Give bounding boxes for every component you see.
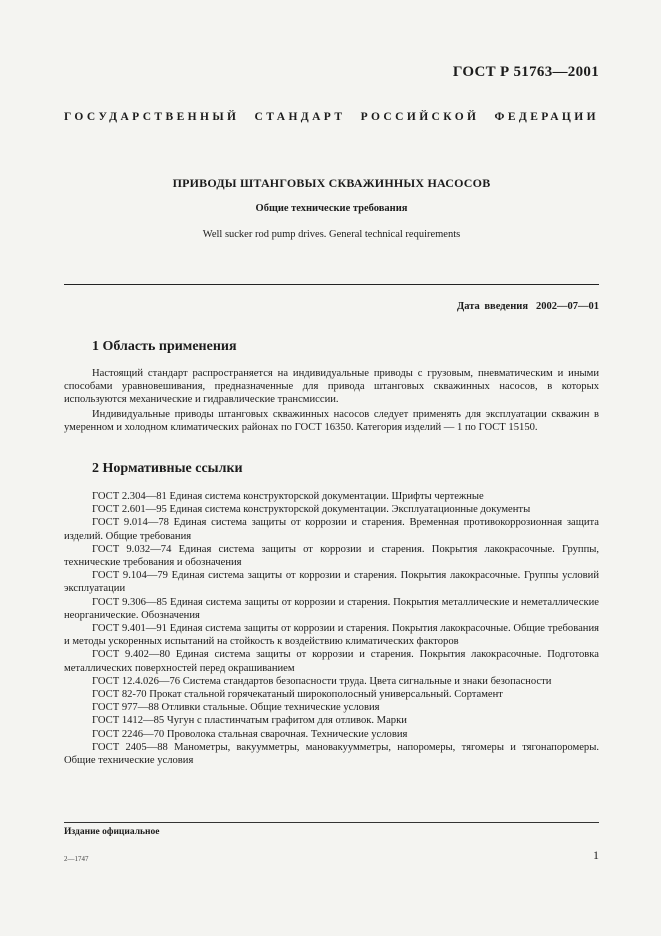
reference-item: ГОСТ 2405—88 Манометры, вакуумметры, мановакуумметры, напоромеры, тягомеры и тягонапоромеры. Общие технические условия bbox=[64, 741, 599, 767]
scope-paragraph: Индивидуальные приводы штанговых скважинных насосов следует применять для эксплуатации скважин в умеренном и холодном климатических районах по ГОСТ 16350. Категория изделий — 1 по ГОСТ 15150. bbox=[64, 409, 599, 434]
section-heading-scope: 1 Область применения bbox=[92, 339, 237, 354]
reference-item: ГОСТ 82-70 Прокат стальной горячекатаный широкополосный универсальный. Сортамент bbox=[92, 689, 503, 701]
reference-item: ГОСТ 2246—70 Проволока стальная сварочная. Технические условия bbox=[92, 728, 408, 740]
title-divider bbox=[64, 284, 599, 285]
state-word: ГОСУДАРСТВЕННЫЙ bbox=[64, 111, 240, 123]
scope-paragraph: Настоящий стандарт распространяется на индивидуальные приводы с грузовым, пневматическим и иными способами уравновешивания, предназначенные для привода штанговых скважинных насосов, в которых используются механические и гидравлические трансмиссии. bbox=[64, 368, 599, 406]
reference-item: ГОСТ 9.014—78 Единая система защиты от коррозии и старения. Временная противокоррозионная защита изделий. Общие требования bbox=[64, 517, 599, 542]
reference-item: ГОСТ 9.104—79 Единая система защиты от коррозии и старения. Покрытия лакокрасочные. Группы условий эксплуатации bbox=[64, 570, 599, 595]
print-code: 2—1747 bbox=[64, 855, 89, 863]
english-title: Well sucker rod pump drives. General technical requirements bbox=[202, 229, 461, 240]
page-number: 1 bbox=[593, 848, 599, 862]
state-word: ФЕДЕРАЦИИ bbox=[494, 111, 599, 123]
reference-item: ГОСТ 9.401—91 Единая система защиты от коррозии и старения. Покрытия лакокрасочные. Общие требования и методы ускоренных испытаний на стойкость к воздействию климатических факторов bbox=[64, 623, 599, 648]
state-standard-header bbox=[64, 111, 599, 123]
reference-item: ГОСТ 2.304—81 Единая система конструкторской документации. Шрифты чертежные bbox=[92, 491, 484, 502]
reference-item: ГОСТ 9.402—80 Единая система защиты от коррозии и старения. Покрытия лакокрасочные. Подготовка металлических поверхностей перед окрашиванием bbox=[64, 649, 599, 674]
document-subtitle: Общие технические требования bbox=[255, 203, 408, 214]
section-heading-references: 2 Нормативные ссылки bbox=[92, 461, 243, 476]
introduction-date bbox=[457, 301, 599, 312]
reference-item: ГОСТ 9.306—85 Единая система защиты от коррозии и старения. Покрытия металлические и неметаллические неорганические. Обозначения bbox=[64, 596, 599, 621]
document-code: ГОСТ Р 51763—2001 bbox=[452, 64, 599, 80]
reference-item: ГОСТ 977—88 Отливки стальные. Общие технические условия bbox=[92, 702, 380, 714]
reference-item: ГОСТ 1412—85 Чугун с пластинчатым графитом для отливок. Марки bbox=[92, 715, 407, 727]
reference-item: ГОСТ 9.032—74 Единая система защиты от коррозии и старения. Покрытия лакокрасочные. Группы, технические требования и обозначения bbox=[64, 543, 599, 569]
normative-references-list bbox=[64, 490, 599, 767]
official-edition-label: Издание официальное bbox=[64, 827, 160, 837]
footer-divider bbox=[64, 822, 599, 823]
intro-date-label: Дата введения bbox=[457, 301, 528, 312]
intro-date-value: 2002—07—01 bbox=[536, 301, 599, 312]
reference-item: ГОСТ 2.601—95 Единая система конструкторской документации. Эксплуатационные документы bbox=[92, 504, 531, 516]
state-word: СТАНДАРТ bbox=[254, 111, 346, 123]
document-title: ПРИВОДЫ ШТАНГОВЫХ СКВАЖИННЫХ НАСОСОВ bbox=[172, 176, 491, 190]
state-word: РОССИЙСКОЙ bbox=[360, 111, 480, 123]
reference-item: ГОСТ 12.4.026—76 Система стандартов безопасности труда. Цвета сигнальные и знаки безопасности bbox=[92, 675, 552, 687]
